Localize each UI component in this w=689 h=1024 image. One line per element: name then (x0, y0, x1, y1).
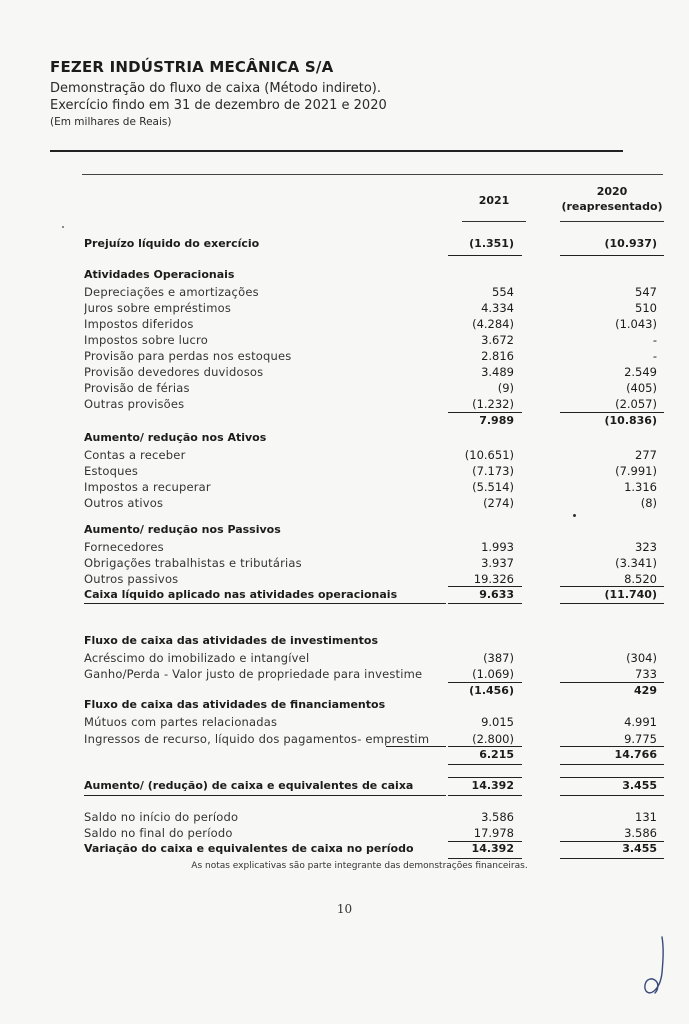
underline (448, 603, 522, 604)
row-label: Ganho/Perda - Valor justo de propriedade para investime (84, 667, 423, 681)
value-2020: 510 (635, 301, 657, 315)
value-2020: (7.991) (615, 464, 657, 478)
section-heading (0, 267, 689, 283)
table-row (0, 495, 689, 511)
row-label: Saldo no início do período (84, 810, 239, 824)
column-header-rule (560, 221, 664, 222)
value-2020: 429 (634, 684, 657, 697)
value-2021: (2.800) (472, 732, 514, 746)
row-label: Impostos diferidos (84, 317, 194, 331)
table-row (0, 650, 689, 666)
row-label: Impostos a recuperar (84, 480, 211, 494)
section-label: Fluxo de caixa das atividades de investimentos (84, 634, 378, 647)
value-2021: 3.672 (481, 333, 514, 347)
value-2021: (7.173) (472, 464, 514, 478)
value-2021: (387) (483, 651, 514, 665)
scan-speck (62, 226, 64, 228)
value-2021: 4.334 (481, 301, 514, 315)
company-name: FEZER INDÚSTRIA MECÂNICA S/A (50, 58, 334, 76)
underline (560, 603, 664, 604)
value-2020: 2.549 (624, 365, 657, 379)
table-row (0, 666, 689, 682)
header-rule (50, 150, 623, 152)
underline (560, 764, 664, 765)
underline (448, 795, 522, 796)
value-2020: (8) (640, 496, 657, 510)
value-2021: 554 (492, 285, 514, 299)
value-2020: 3.586 (624, 826, 657, 840)
section-label: Aumento/ redução nos Passivos (84, 523, 281, 536)
column-header-year: 2020 (596, 185, 628, 198)
column-header-rule (462, 221, 526, 222)
value-2021: (10.651) (464, 448, 514, 462)
footnote: As notas explicativas são parte integrante das demonstrações financeiras. (191, 861, 528, 871)
value-2020: (11.740) (604, 588, 657, 601)
table-row (0, 714, 689, 730)
value-2020: 4.991 (624, 715, 657, 729)
table-row (0, 300, 689, 316)
value-2020: 131 (635, 810, 657, 824)
total-row (0, 841, 689, 857)
value-2021: 9.633 (479, 588, 514, 601)
value-2021: (5.514) (472, 480, 514, 494)
underline (560, 795, 664, 796)
value-2021: (9) (497, 381, 514, 395)
row-label: Outras provisões (84, 397, 185, 411)
table-row (0, 396, 689, 412)
section-heading (0, 697, 689, 713)
table-row (0, 555, 689, 571)
subtotal-row (0, 747, 689, 763)
statement-title: Demonstração do fluxo de caixa (Método indireto). (50, 81, 381, 96)
table-row (0, 447, 689, 463)
table-row (0, 809, 689, 825)
table-row (0, 571, 689, 587)
value-2020: (10.836) (604, 414, 657, 427)
value-2021: 9.015 (481, 715, 514, 729)
value-2020: 547 (635, 285, 657, 299)
value-2021: 7.989 (479, 414, 514, 427)
value-2020: 8.520 (624, 572, 657, 586)
table-row (0, 825, 689, 841)
row-label: Impostos sobre lucro (84, 333, 208, 347)
value-2020: (10.937) (604, 237, 657, 250)
table-row (0, 348, 689, 364)
statement-period: Exercício findo em 31 de dezembro de 2021 e 2020 (50, 98, 387, 113)
value-2020: - (652, 333, 657, 347)
row-label: Saldo no final do período (84, 826, 233, 840)
value-2021: 19.326 (473, 572, 514, 586)
section-label: Atividades Operacionais (84, 268, 235, 281)
value-2021: 3.586 (481, 810, 514, 824)
row-label: Aumento/ (redução) de caixa e equivalentes de caixa (84, 779, 414, 792)
underline (84, 603, 446, 604)
underline (448, 777, 522, 778)
section-heading (0, 430, 689, 446)
column-header-2021: 2021 (478, 194, 510, 207)
underline (560, 255, 664, 256)
total-row (0, 778, 689, 794)
column-header-2020 (560, 184, 664, 214)
table-row (0, 364, 689, 380)
value-2021: 3.937 (481, 556, 514, 570)
row-label: Contas a receber (84, 448, 186, 462)
value-2021: 14.392 (471, 842, 514, 855)
value-2020: 1.316 (624, 480, 657, 494)
value-2020: (405) (626, 381, 657, 395)
section-label: Fluxo de caixa das atividades de financiamentos (84, 698, 386, 711)
value-2021: 2.816 (481, 349, 514, 363)
row-label: Obrigações trabalhistas e tributárias (84, 556, 302, 570)
column-header-note: (reapresentado) (561, 200, 663, 213)
value-2021: 1.993 (481, 540, 514, 554)
row-label: Fornecedores (84, 540, 164, 554)
row-label: Estoques (84, 464, 139, 478)
value-2021: (274) (483, 496, 514, 510)
currency-unit: (Em milhares de Reais) (50, 116, 172, 128)
row-label: Outros passivos (84, 572, 179, 586)
row-label: Outros ativos (84, 496, 164, 510)
table-row (0, 479, 689, 495)
table-row (0, 316, 689, 332)
value-2021: 17.978 (473, 826, 514, 840)
value-2021: (1.232) (472, 397, 514, 411)
value-2021: (4.284) (472, 317, 514, 331)
row-label: Provisão para perdas nos estoques (84, 349, 292, 363)
table-row (0, 463, 689, 479)
underline (448, 858, 522, 859)
row-label: Provisão de férias (84, 381, 190, 395)
underline (84, 795, 446, 796)
underline (560, 777, 664, 778)
value-2021: (1.456) (469, 684, 514, 697)
table-row (0, 539, 689, 555)
total-row (0, 587, 689, 603)
row-label: Depreciações e amortizações (84, 285, 259, 299)
table-row (0, 332, 689, 348)
subtotal-row (0, 413, 689, 429)
row-label: Prejuízo líquido do exercício (84, 237, 260, 250)
value-2021: 3.489 (481, 365, 514, 379)
section-heading (0, 522, 689, 538)
table-row (0, 731, 689, 747)
table-row (0, 236, 689, 252)
value-2020: 733 (635, 667, 657, 681)
section-label: Aumento/ redução nos Ativos (84, 431, 267, 444)
signature-mark (640, 935, 670, 997)
value-2020: 3.455 (622, 779, 657, 792)
row-label: Mútuos com partes relacionadas (84, 715, 278, 729)
value-2020: 3.455 (622, 842, 657, 855)
value-2021: 6.215 (479, 748, 514, 761)
underline (560, 858, 664, 859)
value-2020: (2.057) (615, 397, 657, 411)
value-2020: (1.043) (615, 317, 657, 331)
page-number: 10 (336, 902, 353, 916)
value-2020: - (652, 349, 657, 363)
value-2021: (1.069) (472, 667, 514, 681)
underline (448, 255, 522, 256)
row-label: Variação do caixa e equivalentes de caixa no período (84, 842, 414, 855)
value-2020: 323 (635, 540, 657, 554)
value-2020: 14.766 (614, 748, 657, 761)
value-2021: 14.392 (471, 779, 514, 792)
value-2020: (3.341) (615, 556, 657, 570)
row-label: Provisão devedores duvidosos (84, 365, 264, 379)
row-label: Juros sobre empréstimos (84, 301, 232, 315)
value-2020: (304) (626, 651, 657, 665)
row-label: Caixa líquido aplicado nas atividades operacionais (84, 588, 398, 601)
row-label: Ingressos de recurso, líquido dos pagamentos- emprestim (84, 732, 430, 746)
section-heading (0, 633, 689, 649)
row-label: Acréscimo do imobilizado e intangível (84, 651, 310, 665)
table-row (0, 380, 689, 396)
table-row (0, 284, 689, 300)
value-2021: (1.351) (469, 237, 514, 250)
value-2020: 9.775 (624, 732, 657, 746)
value-2020: 277 (635, 448, 657, 462)
scan-speck (573, 514, 576, 517)
underline (448, 764, 522, 765)
table-top-rule (82, 174, 663, 175)
